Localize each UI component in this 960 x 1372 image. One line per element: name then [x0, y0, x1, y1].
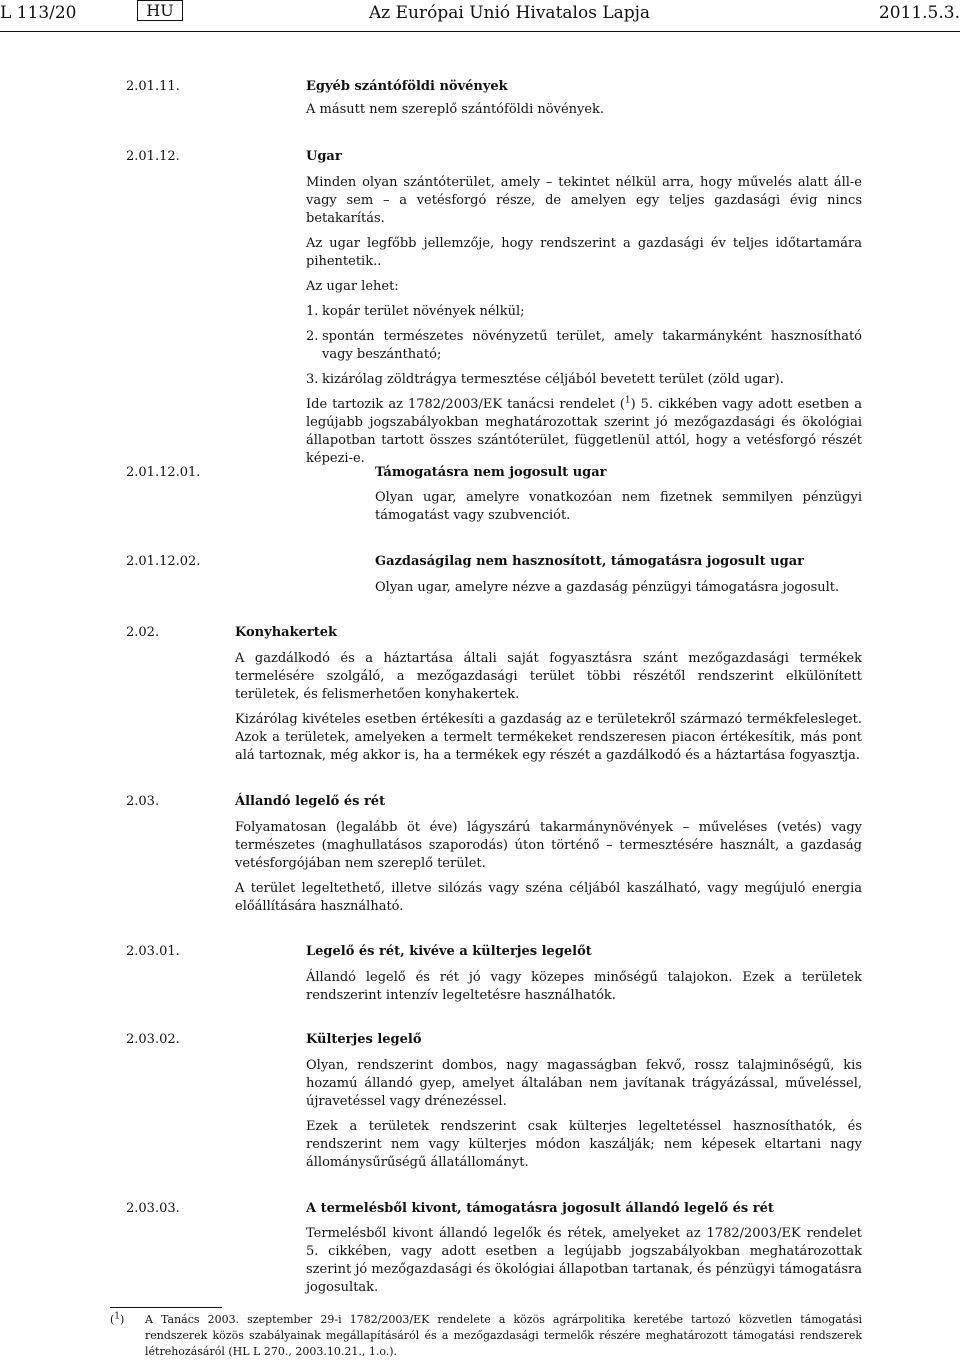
section-number: 2.02.: [126, 625, 160, 640]
footnote-rule: [110, 1307, 222, 1308]
section-body: [306, 1057, 862, 1179]
paragraph-text: ) 5. cikkében vagy adott esetben a legújabb jogszabályokban meghatározottak szerint jó mezőgazdasági és ökológiai állapotban tartott összes szántóterület, függetlenül attól, hogy a vetésforgó részét képezi-e.: [306, 397, 863, 466]
paragraph: Folyamatosan (legalább öt éve) lágyszárú takarmánynövények – műveléses (vetés) vagy természetes (maghullatásos szaporodás) úton történő – termesztésére használt, a gazdaság vetésforgójában nem szereplő terület.: [235, 820, 862, 871]
section-body: [306, 101, 862, 126]
list-text: spontán természetes növényzetű terület, amely takarmányként hasznosítható vagy beszántható;: [322, 329, 862, 362]
publication-date: 2011.5.3.: [878, 3, 960, 23]
section-number: 2.03.01.: [126, 944, 180, 959]
section-body: [235, 650, 862, 772]
paragraph: Olyan, rendszerint dombos, nagy magasságban fekvő, rossz talajminőségű, kis hozamú állandó gyep, amelyet általában nem javítanak trágyázással, műveléssel, újravetéssel vagy drénezéssel.: [306, 1058, 862, 1109]
section-body: [306, 969, 862, 1012]
paragraph-text: Ide tartozik az 1782/2003/EK tanácsi rendelet (: [306, 397, 625, 412]
paragraph: Olyan ugar, amelyre vonatkozóan nem fizetnek semmilyen pénzügyi támogatást vagy szubvenciót.: [375, 490, 862, 523]
section-body: [375, 489, 862, 532]
paragraph: Állandó legelő és rét jó vagy közepes minőségű talajokon. Ezek a területek rendszerint intenzív legeltetésre használhatók.: [306, 970, 862, 1003]
list-item: [306, 328, 862, 364]
page-reference: L 113/20: [0, 3, 77, 23]
section-number: 2.01.12.: [126, 149, 180, 164]
footnote-marker-open: (: [110, 1313, 115, 1326]
section-title: Külterjes legelő: [306, 1032, 422, 1047]
paragraph: Az ugar legfőbb jellemzője, hogy rendszerint a gazdasági év teljes időtartamára pihentetik..: [306, 236, 862, 269]
paragraph: Kizárólag kivételes esetben értékesíti a gazdaság az e területekről származó termékfelesleget. Azok a területek, amelyeken a termelt termékeket rendszeresen piacon értékesítik, más pont alá tartoznak, még akkor is, ha a termékek egy részét a gazdálkodó és a háztartása fogyasztja.: [235, 712, 862, 763]
section-title: Támogatásra nem jogosult ugar: [375, 465, 607, 480]
section-number: 2.01.11.: [126, 79, 180, 94]
section-body: [375, 579, 862, 604]
list-item: [306, 371, 862, 389]
paragraph: [306, 396, 862, 468]
section-number: 2.03.03.: [126, 1201, 180, 1216]
section-title: Egyéb szántóföldi növények: [306, 79, 508, 94]
list-text: kizárólag zöldtrágya termesztése céljából bevetett terület (zöld ugar).: [322, 372, 784, 387]
language-badge: HU: [137, 0, 183, 21]
section-title: Állandó legelő és rét: [235, 794, 386, 809]
paragraph: A másutt nem szereplő szántóföldi növények.: [306, 102, 605, 117]
section-body: [235, 819, 862, 923]
section-title: Konyhakertek: [235, 625, 337, 640]
section-title: A termelésből kivont, támogatásra jogosult állandó legelő és rét: [306, 1201, 774, 1216]
paragraph: A gazdálkodó és a háztartása általi saját fogyasztásra szánt mezőgazdasági termékek termelésére szolgáló, a mezőgazdasági terület többi részétől rendszerint elkülönített területek, és felismerhetően konyhakertek.: [235, 651, 862, 702]
footnote-marker: [110, 1312, 124, 1328]
footnote-marker-number: 1: [114, 1311, 121, 1322]
section-number: 2.01.12.02.: [126, 554, 201, 569]
list-item: [306, 303, 862, 321]
list-number: 2.: [306, 329, 319, 344]
list-number: 1.: [306, 304, 319, 319]
list-number: 3.: [306, 372, 319, 387]
list-text: kopár terület növények nélkül;: [322, 304, 525, 319]
section-title: Ugar: [306, 149, 342, 164]
paragraph: Olyan ugar, amelyre nézve a gazdaság pénzügyi támogatásra jogosult.: [375, 580, 840, 595]
section-number: 2.03.02.: [126, 1032, 180, 1047]
paragraph: A terület legeltethető, illetve silózás vagy széna céljából kaszálható, vagy megújuló energia előállítására használható.: [235, 881, 862, 914]
footnote-reference[interactable]: 1: [624, 395, 631, 406]
header-rule: [0, 31, 960, 32]
paragraph: Termelésből kivont állandó legelők és rétek, amelyeket az 1782/2003/EK rendelet 5. cikkében, vagy adott esetben a legújabb jogszabályokban meghatározottak szerint jó mezőgazdasági és ökológiai állapotban tartanak, és pénzügyi támogatásra jogosultak.: [306, 1226, 862, 1295]
footnote: [110, 1312, 862, 1360]
section-title: Legelő és rét, kivéve a külterjes legelőt: [306, 944, 592, 959]
page-header: [0, 0, 960, 30]
paragraph: Minden olyan szántóterület, amely – tekintet nélkül arra, hogy művelés alatt áll-e vagy sem – a vetésforgó része, de amelyen egy teljes gazdasági évig nincs betakarítás.: [306, 175, 862, 226]
section-number: 2.01.12.01.: [126, 465, 201, 480]
paragraph: Ezek a területek rendszerint csak külterjes legeltetéssel hasznosíthatók, és rendszerint nem vagy külterjes módon kaszálják; nem képesek eltartani nagy állománysűrűségű állatállományt.: [306, 1119, 862, 1170]
section-title: Gazdaságilag nem hasznosított, támogatásra jogosult ugar: [375, 554, 804, 569]
footnote-text: A Tanács 2003. szeptember 29-i 1782/2003/EK rendelete a közös agrárpolitika keretébe tartozó közvetlen támogatási rendszerek közös szabályainak megállapításáról és a mezőgazdasági termelők részére meghatározott támogatási rendszerek létrehozásáról (HL L 270., 2003.10.21., 1.o.).: [145, 1313, 862, 1358]
paragraph: Az ugar lehet:: [306, 279, 399, 294]
section-number: 2.03.: [126, 794, 160, 809]
footnote-marker-close: ): [120, 1313, 125, 1326]
section-body: [306, 174, 862, 475]
journal-title: Az Európai Unió Hivatalos Lapja: [369, 3, 651, 23]
section-body: [306, 1225, 862, 1304]
